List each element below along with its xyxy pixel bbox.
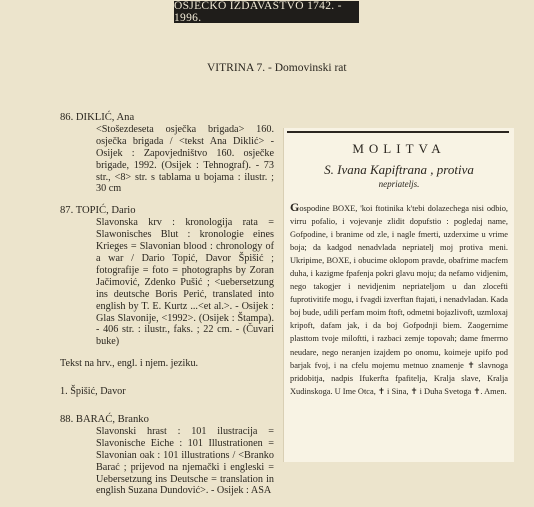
catalog-entry (60, 414, 274, 497)
entry-heading: 87. TOPIĆ, Dario (60, 205, 136, 217)
page-header-title: OSJEČKO IZDAVAŠTVO 1742. - 1996. (174, 1, 359, 23)
catalog-entry (60, 205, 274, 398)
prayer-body-text: ospodine BOXE, 'koi ftotinika k'tebi dolazechega nisi odbio, virru pofalio, i vojevanje zlidit dopufstio : pogledaj name, Gofpodine, i branime od zle, i nagle fmerti, uzderxime u vrime boja; da kadgod nenadvlada nepriatelj moj protiva meni. Ukripime, BOXE, i obucime oklopom pravde, obafrime macfem duha, i kazigme fpafenja pokri glavu moju; da nefamo vidjenim, nego takogjer i nevidjenim nepriateljom u dan zlocefti fuprotivitife mogu, i fvagdi izverftan ftajati, i nenadvladan. Kada boj bude, udili perfam moim ftoft, odmetni bojazlivoft, uzmloxaj kripoft, dafam jak, i da boj Gofpodnji biem. Zaogernime plasttom tvoje miloftti, i razbaci zemje topovah; dame fmerrno neudare, nego neranjen izajdem po onomu, koimeje upifo pod barjak fvoj, i na cfelu mojemu metnuo znamenje ✝ slavnoga pridobitja, nadpis Ifukerfta fpafitelja, Kralja slave, Kralja Xudinskoga. U Ime Otca, ✝ i Sina, ✝ i Duha Svetoga ✝. Amen. (290, 204, 508, 396)
prayer-text (290, 201, 508, 398)
entry-heading: 88. BARAĆ, Branko (60, 414, 149, 426)
prayer-initial: G (290, 200, 300, 214)
prayer-title: MOLITVA (352, 141, 446, 156)
entry-note: 1. Špišić, Davor (60, 386, 126, 398)
entry-body: Slavonska krv : kronologija rata = Slawonisches Blut : kronologie eines Krieges = Slavonian blood : chronology of a war / Dario Topić, Davor Špišić ; fotografije = foto = photographs by Zoran Jačimović, Zdenko Pušić ; <uebersetzung ins deutsche Boris Perić, translated into english by T. E. Kurtz ...<et al.>. - Osijek : Glas Slavonije, <1992>. (Osijek : Štampa). - 406 str. : ilustr., faks. ; 22 cm. - (Čuvari buke) (96, 217, 274, 348)
catalog-entry (60, 112, 274, 195)
catalog-entries (60, 112, 274, 507)
prayer-subtitle: S. Ivana Kapiftrana , protiva (324, 162, 474, 177)
prayer-top-rule (287, 131, 509, 133)
entry-body: Slavonski hrast : 101 ilustracija = Slavonische Eiche : 101 Illustrationen = Slavonian oak : 101 illustrations / <Branko Barać ; prijevod na njemački i engleski = Uebersetzung ins Deutsche = translation in english Suzana Dundović>. - Osijek : ASA (96, 425, 274, 497)
entry-note: Tekst na hrv., engl. i njem. jeziku. (60, 358, 199, 370)
entry-body: <Stošezdeseta osječka brigada> 160. osječka brigada / <tekst Ana Diklić> - Osijek : Zapovjedništvo 160. osječke brigade, 1992. (Osijek : Tehnograf). - 73 str., <8> str. s tablama u bojama : ilustr. ; 30 cm (96, 123, 274, 195)
entry-heading: 86. DIKLIĆ, Ana (60, 112, 135, 123)
section-title: VITRINA 7. - Domovinski rat (207, 62, 347, 74)
prayer-page-image (283, 128, 514, 462)
prayer-subtitle-2: nepriateljs. (378, 179, 420, 189)
